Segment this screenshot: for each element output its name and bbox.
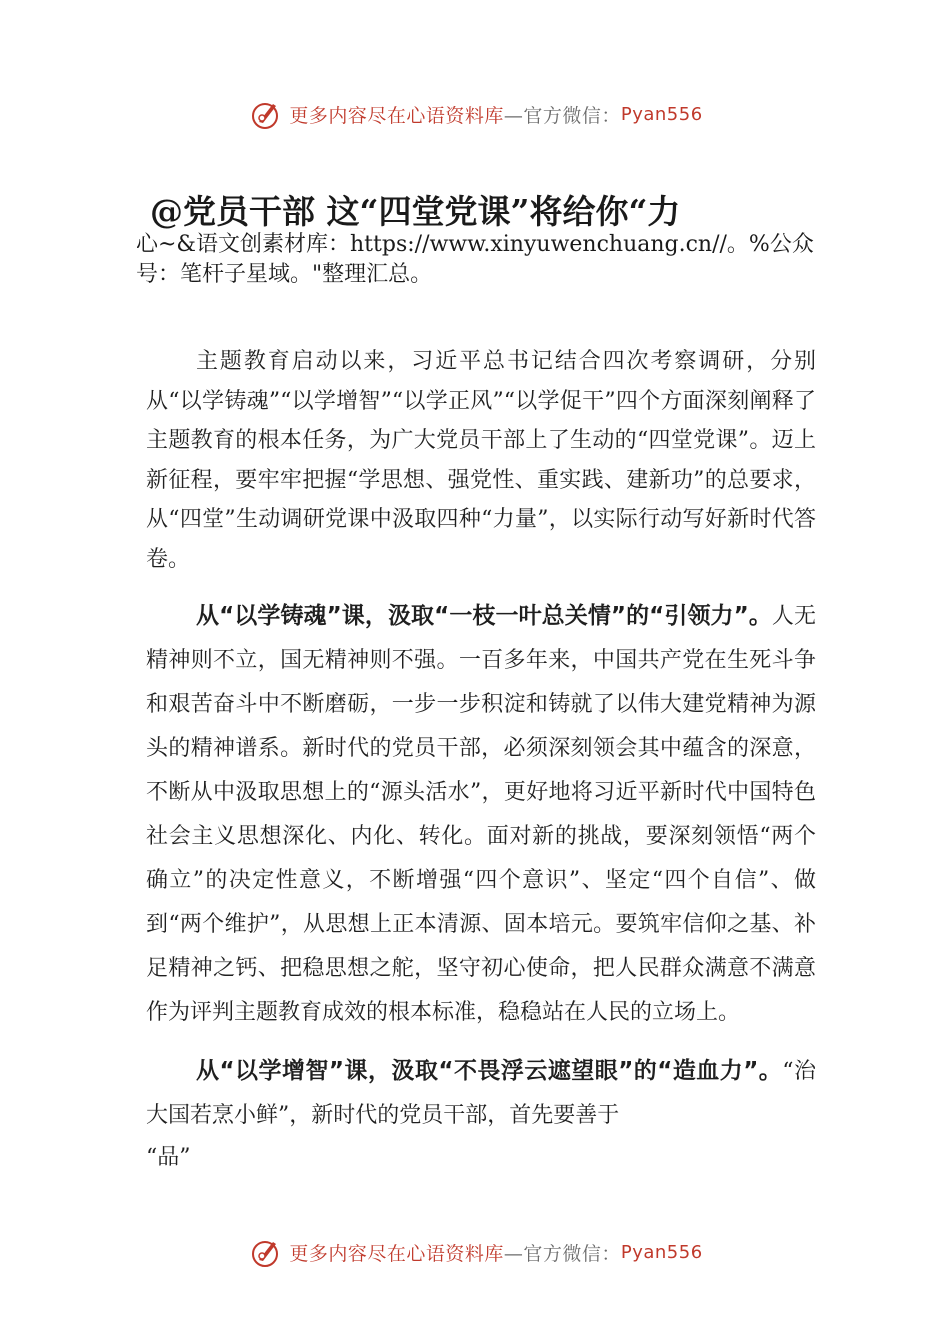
document-title: @党员干部 这“四堂党课”将给你“力: [150, 192, 681, 231]
banner-wechat-id: Pyan556: [620, 103, 703, 125]
banner-label: —官方微信：: [503, 104, 621, 127]
section-tail: “品”: [146, 1144, 191, 1170]
quill-seal-icon: [247, 96, 283, 132]
section-body-1: 人无精神则不立，国无精神则不强。一百多年来，中国共产党在生死斗争和艰苦奋斗中不断磨砺，一步一步积淀和铸就了以伟大建党精神为源头的精神谱系。新时代的党员干部，必须深刻领会其中蕴含的深意，不断从中汲取思想上的“源头活水”，更好地将习近平新时代中国特色社会主义思想深化、内化、转化。面对新的挑战，要深刻领悟“两个确立”的决定性意义，不断增强“四个意识”、坚定“四个自信”、做到“两个维护”，从思想上正本清源、固本培元。要筑牢信仰之基、补足精神之钙、把稳思想之舵，坚守初心使命，把人民群众满意不满意作为评判主题教育成效的根本标准，稳稳站在人民的立场上。: [146, 603, 816, 1025]
section-heading-1: 从“以学铸魂”课，汲取“一枝一叶总关情”的“引领力”。: [196, 602, 772, 629]
section-body-2: “治大国若烹小鲜”，新时代的党员干部，首先要善于: [146, 1058, 816, 1128]
banner-text: 更多内容尽在心语资料库: [289, 104, 504, 127]
header-banner: [0, 94, 950, 134]
footer-banner-wechat-id: Pyan556: [620, 1241, 703, 1263]
section-paragraph-2: [146, 1049, 816, 1138]
section-heading-2: 从“以学增智”课，汲取“不畏浮云遮望眼”的“造血力”。: [196, 1057, 783, 1084]
source-note: 心~&语文创素材库：https://www.xinyuwenchuang.cn//。%公众号：笔杆子星域。"整理汇总。: [136, 232, 814, 287]
intro-paragraph: 主题教育启动以来，习近平总书记结合四次考察调研，分别从“以学铸魂”“以学增智”“以学正风”“以学促干”四个方面深刻阐释了主题教育的根本任务，为广大党员干部上了生动的“四堂党课”。迈上新征程，要牢牢把握“学思想、强党性、重实践、建新功”的总要求，从“四堂”生动调研党课中汲取四种“力量”，以实际行动写好新时代答卷。: [146, 349, 816, 572]
footer-banner: [0, 1232, 950, 1272]
footer-banner-label: —官方微信：: [503, 1242, 621, 1265]
quill-seal-icon: [247, 1234, 283, 1270]
footer-banner-text: 更多内容尽在心语资料库: [289, 1242, 504, 1265]
document-body: [146, 342, 816, 1177]
section-paragraph-1: [146, 594, 816, 1035]
